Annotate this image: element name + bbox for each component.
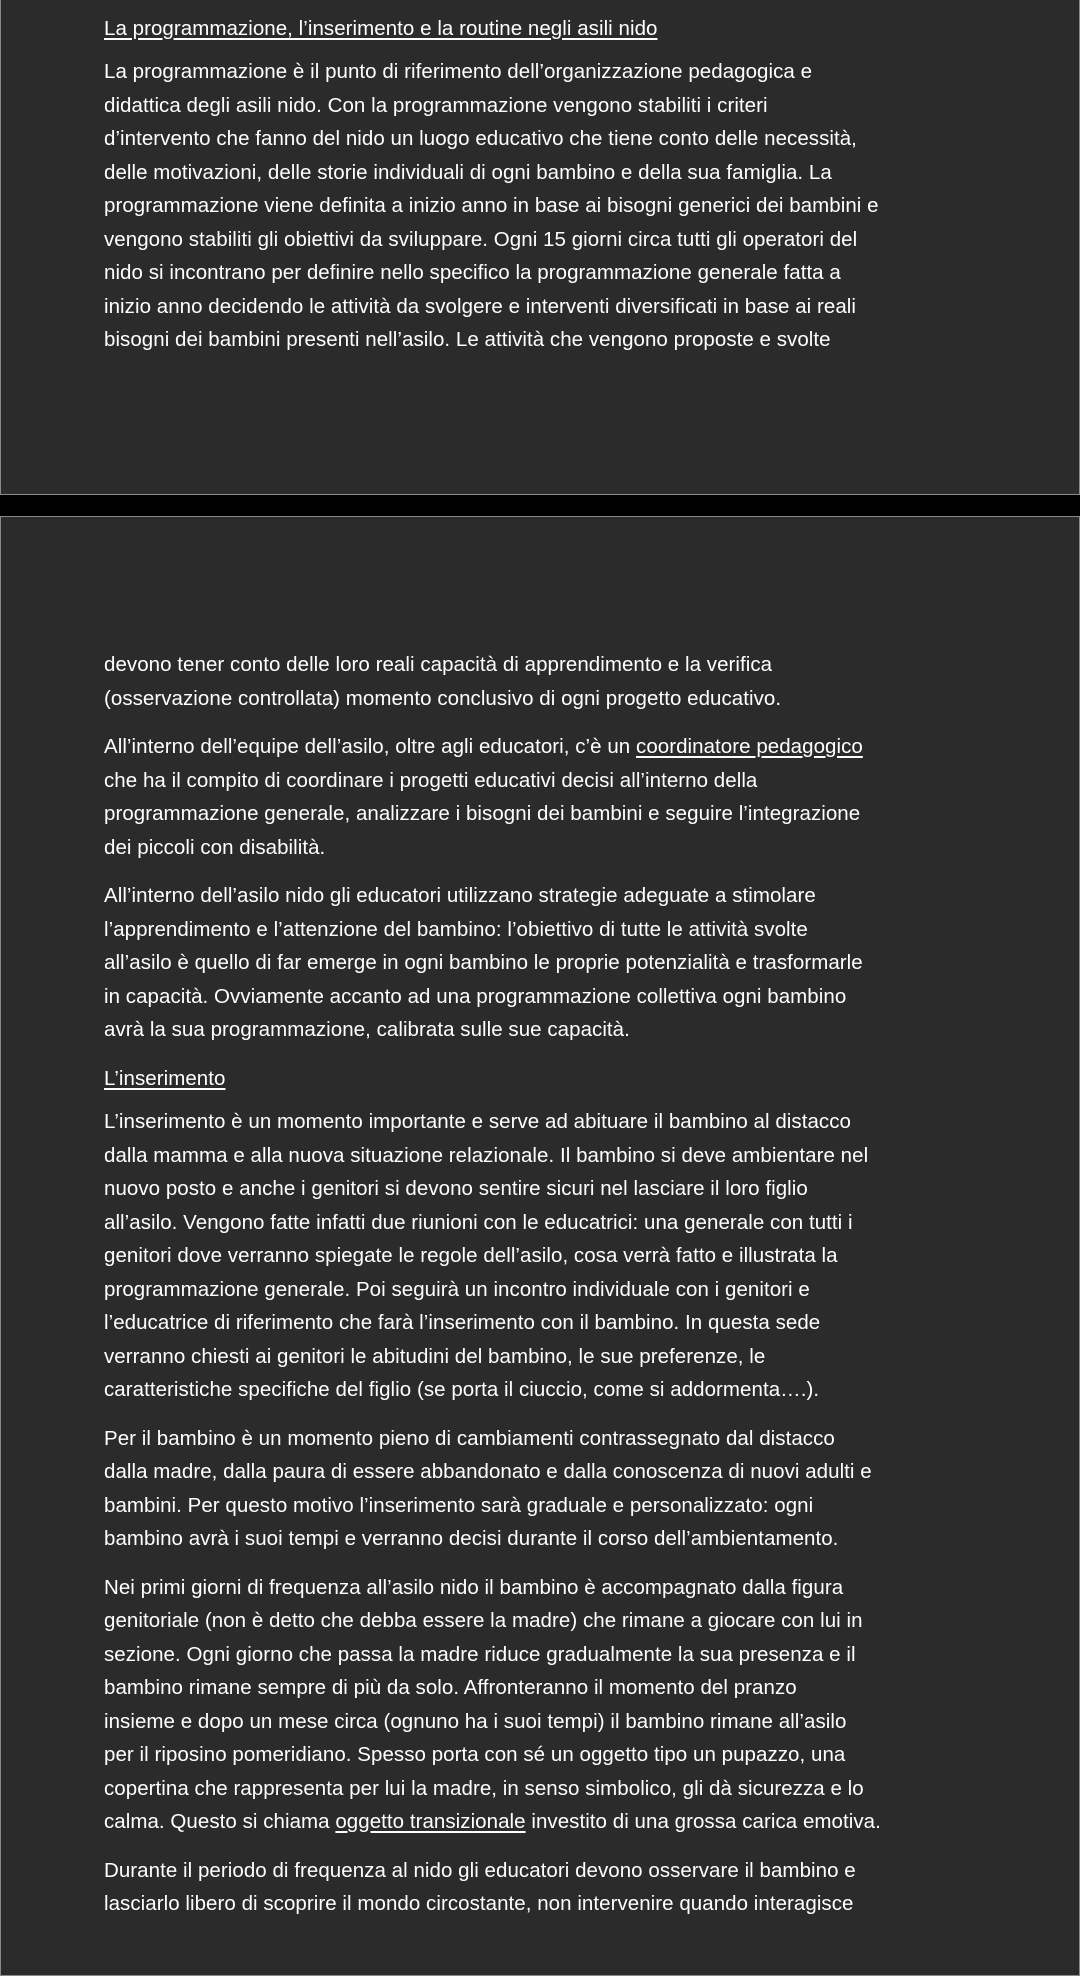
text-line: bisogni dei bambini presenti nell’asilo. Le attività che vengono proposte e svolte <box>104 328 831 351</box>
paragraph <box>104 648 1004 715</box>
text-line <box>104 1805 1004 1839</box>
text-line: didattica degli asili nido. Con la programmazione vengono stabiliti i criteri <box>104 93 768 117</box>
text-line: All’interno dell’asilo nido gli educatori utilizzano strategie adeguate a stimolare <box>104 884 816 907</box>
document-page-2 <box>0 516 1080 1976</box>
paragraph <box>104 879 1004 1047</box>
text-line: lasciarlo libero di scoprire il mondo circostante, non intervenire quando interagisce <box>104 1892 854 1915</box>
text-line: che ha il compito di coordinare i progetti educativi decisi all’interno della <box>104 768 758 792</box>
text-line: inizio anno decidendo le attività da svolgere e interventi diversificati in base ai reali <box>104 294 856 318</box>
text-line: bambino rimane sempre di più da solo. Affronteranno il momento del pranzo <box>104 1676 797 1699</box>
text-line: nido si incontrano per definire nello specifico la programmazione generale fatta a <box>104 261 841 284</box>
text-line: Per il bambino è un momento pieno di cambiamenti contrassegnato dal distacco <box>104 1426 835 1450</box>
text-line: dalla mamma e alla nuova situazione relazionale. Il bambino si deve ambientare nel <box>104 1143 869 1167</box>
text-fragment: investito di una grossa carica emotiva. <box>525 1810 881 1833</box>
text-line: all’asilo. Vengono fatte infatti due riunioni con le educatrici: una generale con tutti i <box>104 1210 853 1234</box>
text-line: nuovo posto e anche i genitori si devono sentire sicuri nel lasciare il loro figlio <box>104 1177 808 1200</box>
oggetto-transizionale-underlined: oggetto transizionale <box>335 1810 526 1833</box>
paragraph <box>104 1105 1004 1407</box>
text-line: per il riposino pomeridiano. Spesso porta con sé un oggetto tipo un pupazzo, una <box>104 1743 846 1766</box>
text-line: all’asilo è quello di far emerge in ogni bambino le proprie potenzialità e trasformarle <box>104 951 863 974</box>
page-1-content <box>104 0 1004 372</box>
text-line: Nei primi giorni di frequenza all’asilo nido il bambino è accompagnato dalla figura <box>104 1575 844 1599</box>
text-line: genitoriale (non è detto che debba essere la madre) che rimane a giocare con lui in <box>104 1609 863 1632</box>
text-line: dei piccoli con disabilità. <box>104 835 326 859</box>
text-line: programmazione viene definita a inizio anno in base ai bisogni generici dei bambini e <box>104 194 879 217</box>
paragraph <box>104 1571 1004 1839</box>
text-line: copertina che rappresenta per lui la madre, in senso simbolico, gli dà sicurezza e lo <box>104 1776 864 1800</box>
paragraph <box>104 1422 1004 1556</box>
paragraph <box>104 1854 1004 1921</box>
text-line: caratteristiche specifiche del figlio (se porta il ciuccio, come si addormenta….). <box>104 1378 820 1401</box>
text-line: (osservazione controllata) momento conclusivo di ogni progetto educativo. <box>104 686 782 710</box>
section-heading-programmazione <box>104 12 1004 46</box>
text-line: La programmazione è il punto di riferimento dell’organizzazione pedagogica e <box>104 60 813 83</box>
coordinatore-pedagogico-underlined: coordinatore pedagogico <box>636 735 863 758</box>
text-line: genitori dove verranno spiegate le regole dell’asilo, cosa verrà fatto e illustrata la <box>104 1244 838 1267</box>
document-page-1 <box>0 0 1080 495</box>
text-line: l’educatrice di riferimento che farà l’inserimento con il bambino. In questa sede <box>104 1311 821 1334</box>
text-line: delle motivazioni, delle storie individuali di ogni bambino e della sua famiglia. La <box>104 160 832 184</box>
text-line: programmazione generale, analizzare i bisogni dei bambini e seguire l’integrazione <box>104 802 861 825</box>
text-fragment: calma. Questo si chiama <box>104 1810 336 1833</box>
page-2-content <box>104 648 1004 1936</box>
paragraph <box>104 55 1004 357</box>
text-line: sezione. Ogni giorno che passa la madre riduce gradualmente la sua presenza e il <box>104 1642 856 1666</box>
text-line: vengono stabiliti gli obiettivi da sviluppare. Ogni 15 giorni circa tutti gli operatori del <box>104 227 858 251</box>
heading-text: La programmazione, l’inserimento e la routine negli asili nido <box>104 16 658 40</box>
text-line: avrà la sua programmazione, calibrata sulle sue capacità. <box>104 1018 630 1041</box>
paragraph <box>104 730 1004 864</box>
text-line: L’inserimento è un momento importante e serve ad abituare il bambino al distacco <box>104 1110 851 1133</box>
section-heading-inserimento <box>104 1062 1004 1096</box>
heading-text: L’inserimento <box>104 1066 226 1090</box>
text-line: bambini. Per questo motivo l’inserimento sarà graduale e personalizzato: ogni <box>104 1493 814 1517</box>
text-line: insieme e dopo un mese circa (ognuno ha i suoi tempi) il bambino rimane all’asilo <box>104 1709 847 1733</box>
text-line: verranno chiesti ai genitori le abitudini del bambino, le sue preferenze, le <box>104 1344 766 1368</box>
text-line: dalla madre, dalla paura di essere abbandonato e dalla conoscenza di nuovi adulti e <box>104 1460 872 1483</box>
text-line: bambino avrà i suoi tempi e verranno decisi durante il corso dell’ambientamento. <box>104 1527 839 1550</box>
text-line: devono tener conto delle loro reali capacità di apprendimento e la verifica <box>104 653 773 676</box>
text-line: Durante il periodo di frequenza al nido gli educatori devono osservare il bambino e <box>104 1858 856 1882</box>
text-line: d’intervento che fanno del nido un luogo educativo che tiene conto delle necessità, <box>104 127 857 150</box>
text-fragment: All’interno dell’equipe dell’asilo, oltre agli educatori, c’è un <box>104 735 637 758</box>
text-line <box>104 730 1004 764</box>
text-line: in capacità. Ovviamente accanto ad una programmazione collettiva ogni bambino <box>104 984 847 1008</box>
cut-off-line <box>104 0 1004 6</box>
text-line: l’apprendimento e l’attenzione del bambino: l’obiettivo di tutte le attività svolte <box>104 917 808 941</box>
text-line: programmazione generale. Poi seguirà un incontro individuale con i genitori e <box>104 1277 810 1301</box>
